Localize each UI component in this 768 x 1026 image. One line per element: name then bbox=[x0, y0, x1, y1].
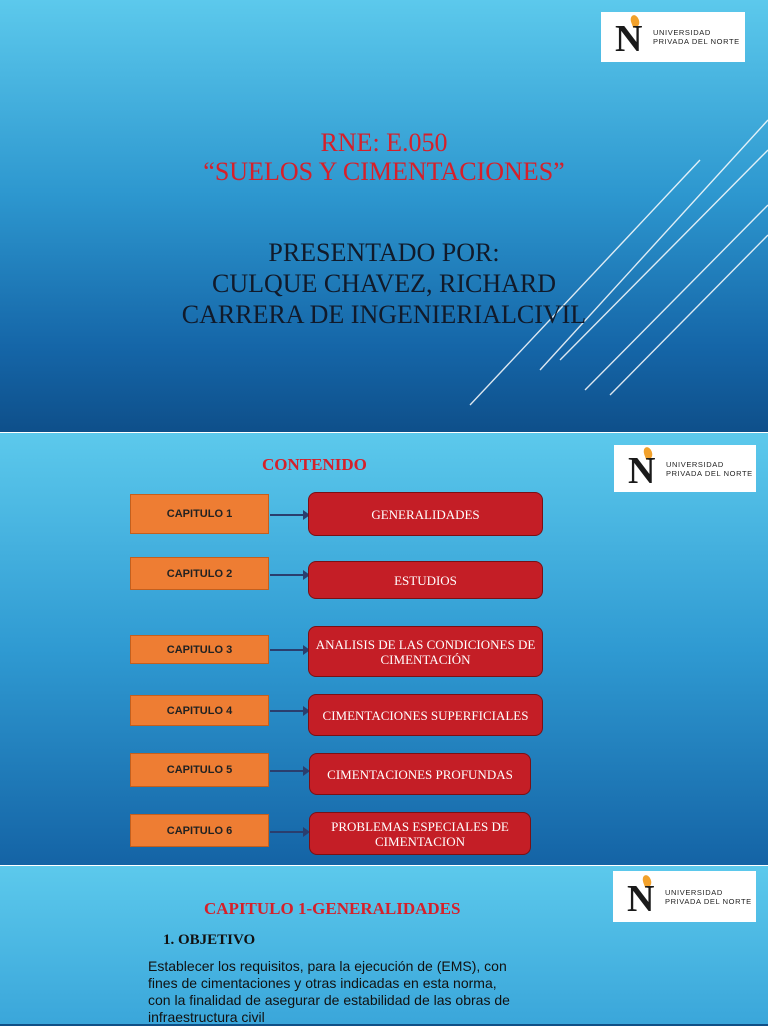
title-slide bbox=[0, 0, 768, 433]
upn-logo-icon: N bbox=[621, 875, 661, 919]
logo-line-2: PRIVADA DEL NORTE bbox=[666, 468, 753, 478]
logo-line-2: PRIVADA DEL NORTE bbox=[665, 896, 752, 906]
contents-slide bbox=[0, 433, 768, 866]
chapter-3-box: CAPITULO 3 bbox=[130, 635, 269, 664]
decorative-lines bbox=[0, 0, 768, 433]
chapter-1-box: CAPITULO 1 bbox=[130, 494, 269, 534]
topic-3-box: ANALISIS DE LAS CONDICIONES DE CIMENTACIÓN bbox=[308, 626, 543, 677]
logo-line-1: UNIVERSIDAD bbox=[653, 28, 711, 37]
section-objective: 1. OBJETIVO bbox=[163, 932, 256, 948]
topic-1-box: GENERALIDADES bbox=[308, 492, 543, 536]
upn-logo-icon: N bbox=[609, 15, 649, 59]
presenter-name: CULQUE CHAVEZ, RICHARD bbox=[211, 269, 557, 298]
logo-line-1: UNIVERSIDAD bbox=[665, 887, 723, 897]
topic-2-box: ESTUDIOS bbox=[308, 561, 543, 599]
university-logo bbox=[614, 445, 756, 492]
title-subject: “SUELOS Y CIMENTACIONES” bbox=[203, 157, 565, 186]
contents-heading: CONTENIDO bbox=[262, 455, 367, 474]
title-code: RNE: E.050 bbox=[320, 128, 448, 157]
university-logo bbox=[613, 871, 756, 922]
objective-paragraph: Establecer los requisitos, para la ejecución de (EMS), con fines de cimentaciones y otras indicadas en esta norma, con la finalidad de asegurar de estabilidad de las obras de infraestructura civil bbox=[148, 958, 510, 1025]
logo-line-2: PRIVADA DEL NORTE bbox=[653, 37, 740, 46]
chapter-4-box: CAPITULO 4 bbox=[130, 695, 269, 726]
arrow-icon bbox=[270, 770, 308, 772]
chapter-heading: CAPITULO 1-GENERALIDADES bbox=[204, 899, 461, 918]
arrow-icon bbox=[270, 710, 308, 712]
career-name: CARRERA DE INGENIERIALCIVIL bbox=[181, 300, 587, 329]
chapter-2-box: CAPITULO 2 bbox=[130, 557, 269, 590]
logo-line-1: UNIVERSIDAD bbox=[666, 459, 724, 469]
arrow-icon bbox=[270, 831, 308, 833]
topic-4-box: CIMENTACIONES SUPERFICIALES bbox=[308, 694, 543, 736]
university-logo bbox=[601, 12, 745, 62]
arrow-icon bbox=[270, 514, 308, 516]
topic-5-box: CIMENTACIONES PROFUNDAS bbox=[309, 753, 531, 795]
presented-label: PRESENTADO POR: bbox=[268, 238, 500, 267]
topic-6-box: PROBLEMAS ESPECIALES DE CIMENTACION bbox=[309, 812, 531, 855]
arrow-icon bbox=[270, 649, 308, 651]
upn-logo-icon: N bbox=[622, 447, 662, 491]
chapter-6-box: CAPITULO 6 bbox=[130, 814, 269, 847]
chapter-5-box: CAPITULO 5 bbox=[130, 753, 269, 787]
arrow-icon bbox=[270, 574, 308, 576]
